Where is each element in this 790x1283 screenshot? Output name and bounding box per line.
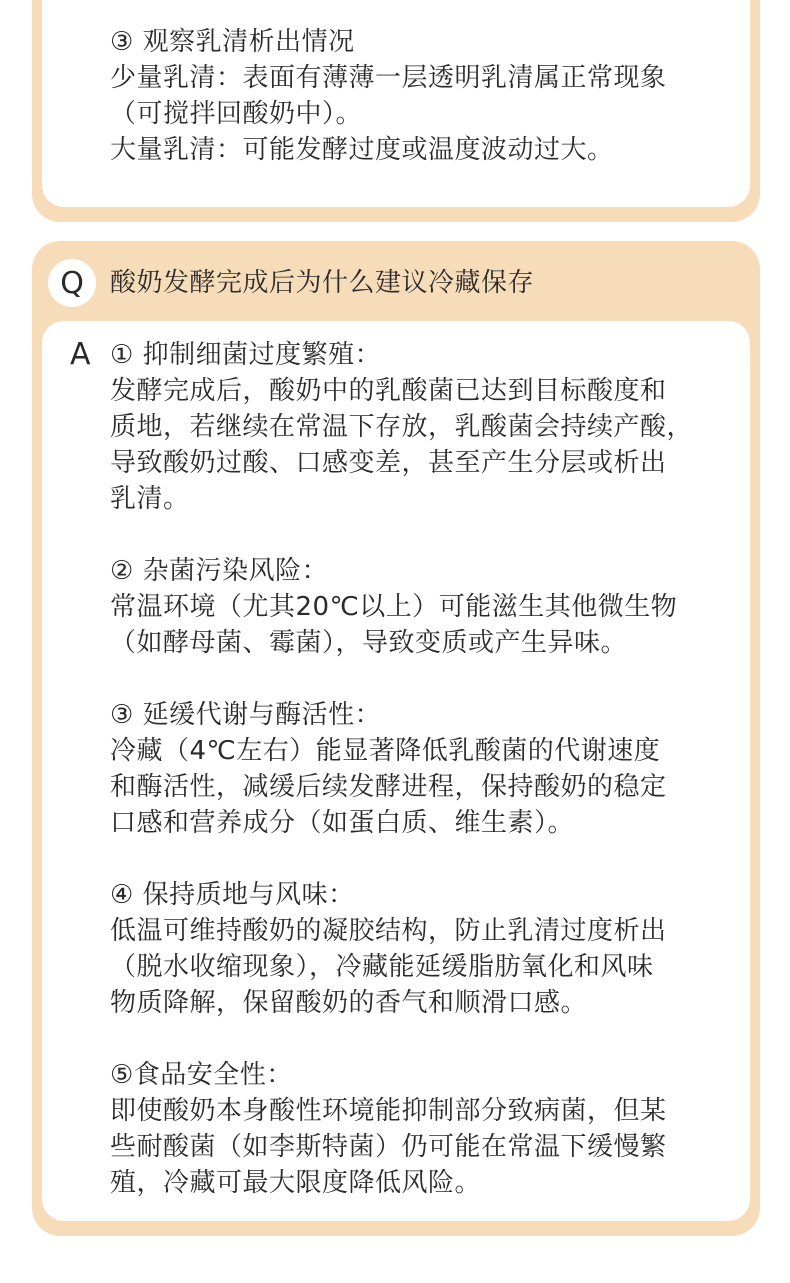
text-line: 和酶活性，减缓后续发酵进程，保持酸奶的稳定 [110, 772, 667, 802]
text-line: ⑤食品安全性： [110, 1060, 293, 1090]
text-line: 些耐酸菌（如李斯特菌）仍可能在常温下缓慢繁 [110, 1132, 667, 1162]
question-letter: Q [60, 265, 84, 301]
text-line: 口感和营养成分（如蛋白质、维生素）。 [110, 808, 575, 838]
question-badge [48, 259, 96, 307]
text-line: 少量乳清：表面有薄薄一层透明乳清属正常现象 [110, 63, 667, 93]
text-line: ② 杂菌污染风险： [110, 556, 329, 586]
text-line: ① 抑制细菌过度繁殖： [110, 340, 382, 370]
text-line: 大量乳清：可能发酵过度或温度波动过大。 [110, 135, 614, 165]
text-line: 冷藏（4℃左右）能显著降低乳酸菌的代谢速度 [110, 736, 661, 766]
previous-answer-text [110, 0, 744, 168]
text-line: ③ 观察乳清析出情况 [110, 27, 355, 57]
answer-letter: A [70, 337, 91, 372]
previous-answer-card [32, 0, 760, 222]
text-line: 发酵完成后，酸奶中的乳酸菌已达到目标酸度和 [110, 376, 667, 406]
text-line: 物质降解，保留酸奶的香气和顺滑口感。 [110, 988, 588, 1018]
answer-body [42, 321, 750, 1221]
text-line: 乳清。 [110, 484, 190, 514]
paragraph-gap [110, 661, 744, 697]
text-line: 常温环境（尤其20℃以上）可能滋生其他微生物 [110, 592, 678, 622]
question-title: 酸奶发酵完成后为什么建议冷藏保存 [110, 268, 535, 298]
answer-text [110, 337, 744, 1201]
text-line: 质地，若继续在常温下存放，乳酸菌会持续产酸， [110, 412, 694, 442]
qa-card [32, 241, 760, 1236]
text-line: ③ 延缓代谢与酶活性： [110, 700, 382, 730]
text-line: （可搅拌回酸奶中）。 [110, 99, 363, 129]
paragraph-gap [110, 1021, 744, 1057]
text-line: ④ 保持质地与风味： [110, 880, 355, 910]
paragraph-gap [110, 0, 744, 24]
paragraph-gap [110, 517, 744, 553]
paragraph-gap [110, 841, 744, 877]
text-line: （如酵母菌、霉菌），导致变质或产生异味。 [110, 628, 628, 658]
text-line: 即使酸奶本身酸性环境能抑制部分致病菌，但某 [110, 1096, 667, 1126]
text-line: 导致酸奶过酸、口感变差，甚至产生分层或析出 [110, 448, 667, 478]
text-line: 低温可维持酸奶的凝胶结构，防止乳清过度析出 [110, 916, 667, 946]
text-line: 殖，冷藏可最大限度降低风险。 [110, 1168, 482, 1198]
previous-answer-body [42, 0, 750, 207]
text-line: （脱水收缩现象），冷藏能延缓脂肪氧化和风味 [110, 952, 654, 982]
